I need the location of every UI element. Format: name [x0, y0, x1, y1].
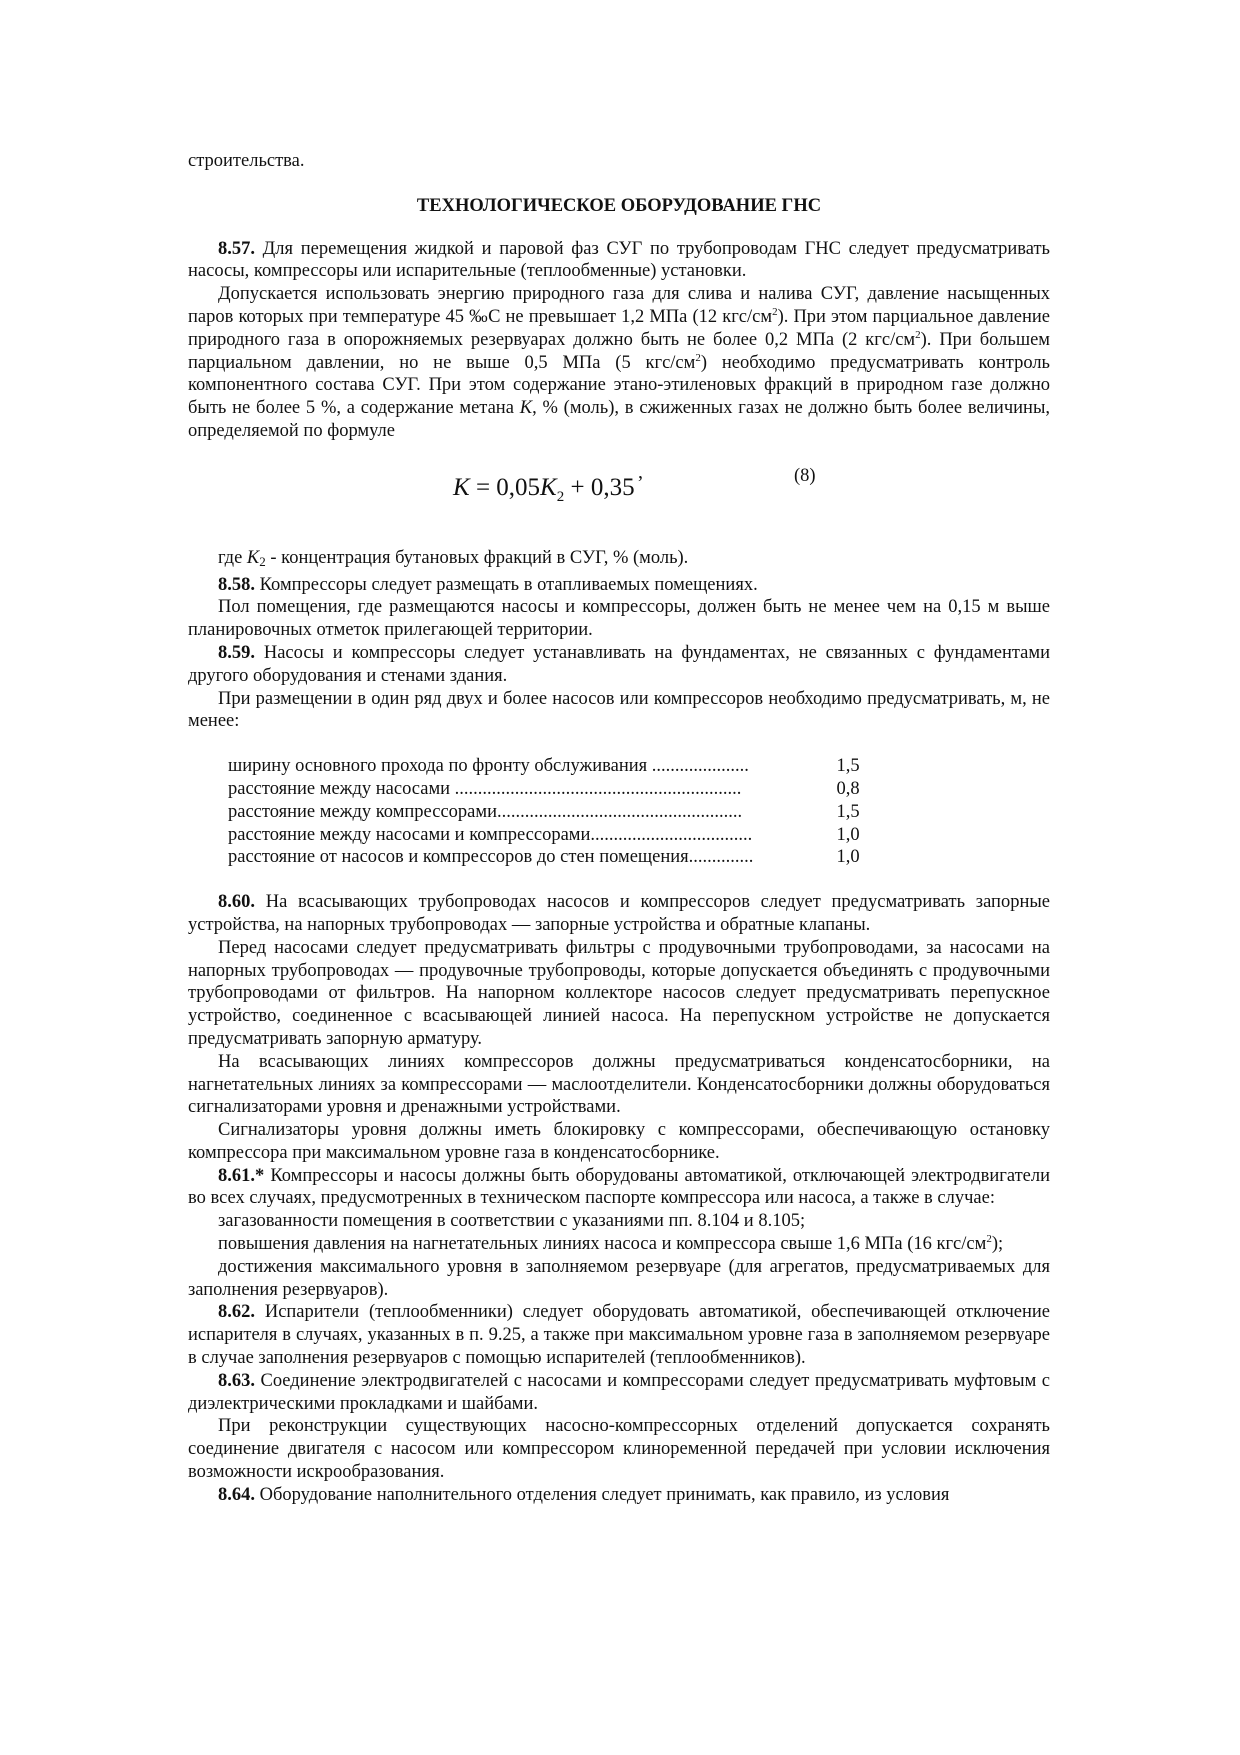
paragraph-8-61: [188, 1165, 1050, 1211]
formula: [453, 473, 635, 509]
formula-subscript: 2: [556, 488, 565, 505]
formula-coefficient: = 0,05: [469, 473, 541, 501]
paragraph-text: Насосы и компрессоры следует устанавливать на фундаментах, не связанных с фундаментами другого оборудования и стенами здания.: [188, 642, 1050, 686]
clause-number: 8.57.: [218, 238, 255, 259]
text-segment: повышения давления на нагнетательных линиях насоса и компрессора свыше 1,6 МПа (16 кгс/см: [218, 1234, 987, 1255]
distance-value: 1,5: [836, 756, 860, 777]
paragraph-text: Оборудование наполнительного отделения следует принимать, как правило, из условия: [255, 1484, 950, 1505]
text-segment: ). При этом парциальное давление природного газа в опорожняемых резервуарах должно быть не более 0,2 МПа (2 кгс/см: [188, 306, 1050, 350]
paragraph-text: Компрессоры и насосы должны быть оборудованы автоматикой, отключающей электродвигатели во всех случаях, предусмотренных в техническом паспорте компрессора или насоса, а также в случае:: [188, 1165, 1050, 1209]
formula-number: (8): [794, 465, 816, 486]
table-row: [228, 846, 878, 869]
clause-number: 8.61.*: [218, 1165, 265, 1186]
variable-k2: K: [246, 547, 260, 568]
distance-label: расстояние между насосами и компрессорами...................................: [228, 824, 753, 845]
paragraph-8-61-case-pressure: [188, 1233, 1050, 1256]
paragraph-8-60: [188, 891, 1050, 937]
distance-value: 1,5: [836, 801, 860, 822]
paragraph-8-61-case-gas: загазованности помещения в соответствии с указаниями пп. 8.104 и 8.105;: [218, 1211, 806, 1232]
variable-k: K: [519, 398, 533, 419]
clause-number: 8.60.: [218, 892, 255, 913]
paragraph-8-64: [188, 1484, 1050, 1507]
distance-table: [228, 755, 878, 869]
paragraph-8-58-continued: Пол помещения, где размещаются насосы и компрессоры, должен быть не менее чем на 0,15 м выше планировочных отметок прилегающей территории.: [188, 597, 1050, 641]
distance-label: расстояние от насосов и компрессоров до стен помещения..............: [228, 847, 754, 868]
text-segment: ) необходимо предусматривать контроль компонентного состава СУГ. При этом содержание этано-этиленовых фракций в природном газе должно быть не более 5 %, а содержание метана: [188, 352, 1050, 419]
superscript: 2: [915, 328, 921, 341]
paragraph-8-60-alarms: Сигнализаторы уровня должны иметь блокировку с компрессорами, обеспечивающую остановку компрессора при максимальном уровне газа в конденсатосборнике.: [188, 1120, 1050, 1163]
formula-block: [188, 460, 1050, 547]
clause-number: 8.63.: [218, 1370, 255, 1391]
paragraph-8-58: [188, 574, 1050, 597]
table-row: [228, 778, 878, 801]
text-segment: );: [991, 1234, 1004, 1255]
formula-constant: + 0,35: [564, 473, 635, 501]
spacer: [188, 733, 1050, 755]
paragraph-text: Соединение электродвигателей с насосами и компрессорами следует предусматривать муфтовым с диэлектрическими прокладками и шайбами.: [188, 1370, 1050, 1414]
clause-number: 8.62.: [218, 1302, 255, 1323]
paragraph-8-62: [188, 1301, 1050, 1369]
formula-variable-k2: K: [540, 473, 557, 501]
text-segment: , % (моль), в сжиженных газах не должно быть более величины, определяемой по формуле: [188, 398, 1050, 441]
formula-variable-k: K: [453, 473, 470, 501]
clause-number: 8.59.: [218, 642, 255, 663]
table-row: [228, 755, 878, 778]
table-row: [228, 824, 878, 847]
subscript: 2: [259, 553, 266, 569]
formula-comma: ,: [638, 460, 643, 483]
spacer: [188, 869, 1050, 891]
distance-value: 1,0: [836, 824, 860, 845]
clause-number: 8.58.: [218, 574, 255, 595]
distance-label: ширину основного прохода по фронту обслуживания .....................: [228, 756, 749, 777]
text-segment: - концентрация бутановых фракций в СУГ, % (моль).: [265, 547, 689, 568]
paragraph-8-57-continued: [188, 283, 1050, 443]
paragraph-text: Для перемещения жидкой и паровой фаз СУГ по трубопроводам ГНС следует предусматривать насосы, компрессоры или испарительные (теплообменные) установки.: [188, 238, 1050, 282]
paragraph-8-61-case-level: достижения максимального уровня в заполняемом резервуаре (для агрегатов, предусматриваемых для заполнения резервуаров).: [188, 1256, 1050, 1300]
top-fragment: строительства.: [188, 151, 305, 171]
text-segment: ). При большем парциальном давлении, но не выше 0,5 МПа (5 кгс/см: [188, 329, 1050, 373]
text-segment: Допускается использовать энергию природного газа для слива и налива СУГ, давление насыщенных паров которых при температуре 45 ‰С не превышает 1,2 МПа (12 кгс/см: [188, 284, 1050, 327]
paragraph-text: На всасывающих трубопроводах насосов и компрессоров следует предусматривать запорные устройства, на напорных трубопроводах — запорные устройства и обратные клапаны.: [188, 892, 1050, 935]
paragraph-8-59: [188, 642, 1050, 688]
paragraph-8-63-continued: При реконструкции существующих насосно-компрессорных отделений допускается сохранять соединение двигателя с насосом или компрессором клиноременной передачей при условии исключения возможности искрообразования.: [188, 1416, 1050, 1483]
paragraph-text: Испарители (теплообменники) следует оборудовать автоматикой, обеспечивающей отключение испарителя в случаях, указанных в п. 9.25, а также при максимальном уровне газа в заполняемом резервуаре в случае заполнения резервуаров с помощью испарителей (теплообменников).: [188, 1302, 1050, 1369]
distance-value: 0,8: [836, 778, 860, 799]
text-segment: где: [218, 547, 247, 568]
distance-label: расстояние между компрессорами.....................................................: [228, 801, 743, 822]
section-title: ТЕХНОЛОГИЧЕСКОЕ ОБОРУДОВАНИЕ ГНС: [416, 195, 822, 216]
page-content: [188, 150, 1050, 1507]
table-row: [228, 801, 878, 824]
paragraph-8-59-continued: При размещении в один ряд двух и более насосов или компрессоров необходимо предусматривать, м, не менее:: [188, 688, 1050, 732]
superscript: 2: [772, 305, 778, 318]
superscript: 2: [695, 351, 701, 364]
paragraph-8-63: [188, 1370, 1050, 1416]
distance-value: 1,0: [836, 847, 860, 868]
paragraph-8-60-condensate: На всасывающих линиях компрессоров должны предусматриваться конденсатосборники, на нагнетательных линиях за компрессорами — маслоотделители. Конденсатосборники должны оборудоваться сигнализаторами уровня и дренажными устройствами.: [188, 1051, 1050, 1118]
paragraph-8-60-filters: Перед насосами следует предусматривать фильтры с продувочными трубопроводами, за насосами на напорных трубопроводах — продувочные трубопроводы, которые допускается объединять с продувочными трубопроводами от фильтров. На напорном коллекторе насосов следует предусматривать перепускное устройство, соединенное с всасывающей линией насоса. На перепускном устройстве не допускается предусматривать запорную арматуру.: [188, 937, 1050, 1049]
formula-explanation: [188, 547, 1050, 574]
distance-label: расстояние между насосами ..............................................................: [228, 778, 742, 799]
paragraph-text: Компрессоры следует размещать в отапливаемых помещениях.: [255, 574, 758, 595]
superscript: 2: [986, 1233, 992, 1246]
paragraph-8-57: [188, 238, 1050, 284]
clause-number: 8.64.: [218, 1484, 255, 1505]
